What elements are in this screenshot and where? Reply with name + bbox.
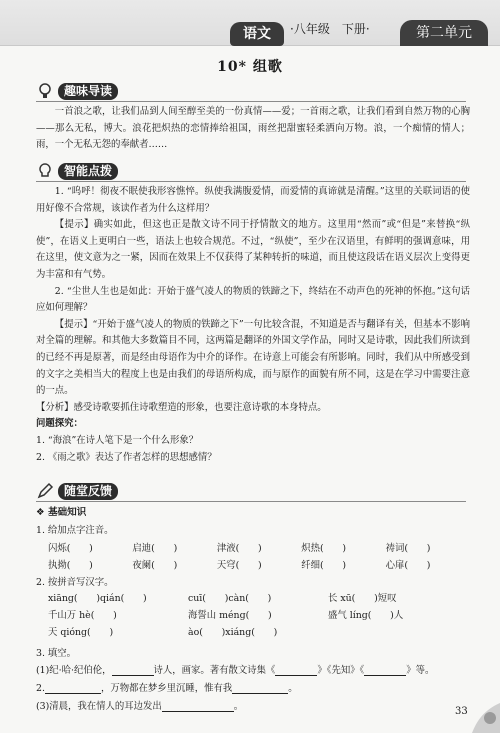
divider <box>36 501 466 502</box>
q3-item-1 <box>36 662 470 676</box>
section-label: 智能点拨 <box>58 163 118 180</box>
grid-cell[interactable]: 盛气 líng( )人 <box>328 609 404 621</box>
grid-cell[interactable]: 心扉( ) <box>385 559 431 571</box>
section-smart-guide <box>36 162 118 180</box>
pinyin-grid <box>48 538 470 572</box>
grid-row <box>48 622 470 639</box>
q3-2-text-b: ，万物都在梦乡里沉睡，惟有我 <box>100 683 233 694</box>
grid-cell[interactable]: 祷词( ) <box>385 542 431 554</box>
grid-cell[interactable]: cuī( )càn( ) <box>188 592 272 604</box>
grid-cell[interactable]: 执拗( ) <box>48 559 93 571</box>
intro-paragraph <box>36 104 470 154</box>
explore-question-1: 1. “海浪”在诗人笔下是一个什么形象？ <box>36 434 199 446</box>
grid-cell[interactable]: xiāng( )qián( ) <box>48 592 147 604</box>
q3-item-2 <box>36 680 470 694</box>
q3-3-text-a: (3)清晨，我在情人的耳边发出 <box>36 701 162 712</box>
section-practice <box>36 482 118 500</box>
grid-cell[interactable]: 启迪( ) <box>132 542 178 554</box>
q2-heading: 2. 按拼音写汉字。 <box>36 577 114 588</box>
grade-label: ·八年级 下册· <box>290 22 370 36</box>
q3-item-3 <box>36 698 470 712</box>
section-label: 随堂反馈 <box>58 483 118 500</box>
explore-question-2: 2. 《雨之歌》表达了作者怎样的思想感情？ <box>36 451 217 463</box>
explore-heading: 问题探究： <box>36 418 83 430</box>
q3-3-text-b: 。 <box>233 701 244 712</box>
grid-cell[interactable]: 炽热( ) <box>301 542 347 554</box>
subject-badge: 语文 <box>230 22 284 46</box>
answer-blank[interactable] <box>162 702 234 712</box>
guide-question-2: 2. “尘世人生也是如此：开始于盛气凌人的物质的铁蹄之下，终结在不动声色的死神的怀抱。”这句话应如何理解？ <box>36 285 470 314</box>
q3-heading: 3. 填空。 <box>36 648 77 659</box>
grid-cell[interactable]: ào( )xiáng( ) <box>188 626 278 638</box>
q1-heading: 1. 给加点字注音。 <box>36 525 114 536</box>
page-number: 33 <box>455 706 468 717</box>
divider <box>36 101 466 102</box>
answer-blank[interactable] <box>232 684 288 694</box>
grid-row <box>48 538 470 555</box>
answer-blank[interactable] <box>275 666 317 676</box>
grid-cell[interactable]: 天 qióng( ) <box>48 626 114 638</box>
basic-knowledge-heading: ❖ 基础知识 <box>36 507 87 518</box>
lesson-title: 10* 组歌 <box>217 59 283 75</box>
guide-content <box>36 184 470 466</box>
grid-cell[interactable]: 千山万 hè( ) <box>48 609 117 621</box>
answer-blank[interactable] <box>45 684 101 694</box>
divider <box>36 181 466 182</box>
q3-1-text-a: (1)纪·哈·纪伯伦， <box>36 665 112 676</box>
grid-cell[interactable]: 闪烁( ) <box>48 542 93 554</box>
pencil-icon <box>36 482 54 500</box>
q3-1-text-d: 》等。 <box>406 665 435 676</box>
grid-cell[interactable]: 长 xū( )短叹 <box>328 592 397 604</box>
q3-1-text-c: 》《先知》《 <box>317 665 365 676</box>
section-fun-reading <box>36 82 118 100</box>
grid-cell[interactable]: 夜阑( ) <box>132 559 178 571</box>
guide-question-1: 1. “呜呼！彻夜不眠使我形容憔悴。纵使我满腹爱情，而爱情的真谛就是清醒。”这里的关联词语的使用好像不合常规，该读作者为什么这样用？ <box>36 186 470 214</box>
grid-row <box>48 588 470 605</box>
lamp-icon <box>36 82 54 100</box>
intro-text: 一首浪之歌，让我们品到人间至醇至美的一份真情——爱；一首雨之歌，让我们看到自然万物的心胸——那么无私，博大。浪花把炽热的恋情捧给祖国，雨丝把甜蜜轻柔洒向万物。浪，一个痴情的情人；雨，一个无私无怨的奉献者…… <box>36 106 470 151</box>
guide-hint-1: 【提示】确实如此，但这也正是散文诗不同于抒情散文的地方。这里用“然而”或“但是”来替换“纵使”，在语义上更明白一些，语法上也较合规范。不过，“纵使”，至少在汉语里，有鲜明的强调意味，用在这里，使文意为之一紧，因而在效果上不仅获得了某种转折的味道，而且使这段话在语义层次上变得更为丰富和有气势。 <box>36 219 470 280</box>
hanzi-grid <box>48 588 470 639</box>
guide-hint-2: 【提示】“开始于盛气凌人的物质的铁蹄之下”一句比较含混，不知道是否与翻译有关，但基本不影响对全篇的理解。和其他大多数篇目不同，这两篇是翻译的外国文学作品，同时又是诗歌，因此我们所读到的已经不再是原著，而是经由母语作为中介的译作。在诗意上可能会有所影响。同时，我们从中所感受到的文字之美相当大的程度上也是由我们的母语所构成，而与原作的面貌有所不同，这是在学习中需要注意的一点。 <box>36 318 470 397</box>
unit-badge: 第二单元 <box>400 20 488 46</box>
grid-row <box>48 555 470 572</box>
guide-analysis: 【分析】感受诗歌要抓住诗歌塑造的形象，也要注意诗歌的本身特点。 <box>36 401 327 413</box>
q3-2-text-a: 2. <box>36 683 45 694</box>
bulb-icon <box>36 162 54 180</box>
grid-cell[interactable]: 纤细( ) <box>301 559 347 571</box>
grid-cell[interactable]: 天穹( ) <box>216 559 262 571</box>
grid-cell[interactable]: 津液( ) <box>216 542 262 554</box>
decorative-corner-icon <box>466 688 500 733</box>
answer-blank[interactable] <box>364 666 406 676</box>
q3-2-text-c: 。 <box>288 683 298 694</box>
q3-1-text-b: 诗人，画家。著有散文诗集《 <box>153 665 276 676</box>
grid-row <box>48 605 470 622</box>
section-label: 趣味导读 <box>58 83 118 100</box>
grid-cell[interactable]: 海誓山 méng( ) <box>188 609 272 621</box>
answer-blank[interactable] <box>112 666 154 676</box>
